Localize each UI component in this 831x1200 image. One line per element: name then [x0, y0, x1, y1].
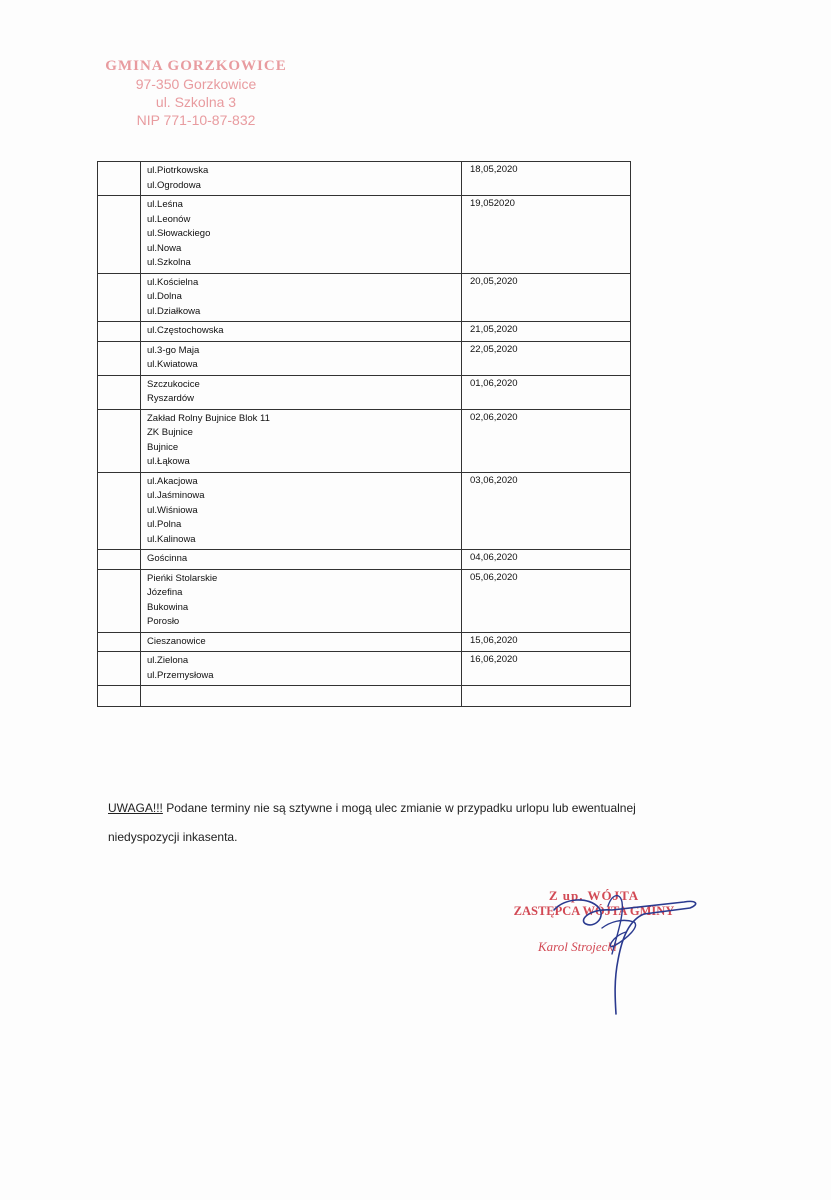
signature-line-2: ZASTĘPCA WÓJTA GMINY [513, 904, 675, 918]
street-name: Zakład Rolny Bujnice Blok 11 [147, 412, 270, 424]
streets-cell [141, 375, 462, 409]
signature-name: Karol Strojecki [538, 939, 617, 954]
street-name: Bukowina [147, 601, 189, 613]
collection-date-cell [462, 686, 631, 707]
streets-cell [141, 632, 462, 652]
schedule-row [98, 409, 631, 472]
collection-date-cell: 16,06,2020 [462, 652, 631, 686]
street-name: ul.Leonów [147, 213, 191, 225]
street-name: ul.Wiśniowa [147, 504, 198, 516]
streets-cell [141, 409, 462, 472]
streets-cell [141, 196, 462, 274]
collection-date-cell: 05,06,2020 [462, 569, 631, 632]
schedule-row [98, 686, 631, 707]
street-name: ul.Polna [147, 519, 182, 530]
row-number-cell [98, 341, 141, 375]
notice-label: UWAGA!!! [108, 801, 163, 815]
collection-date-cell: 21,05,2020 [462, 322, 631, 342]
street-name: Bujnice [147, 441, 179, 453]
row-number-cell [98, 375, 141, 409]
schedule-row [98, 162, 631, 196]
streets-cell [141, 550, 462, 570]
street-name: Józefina [147, 587, 183, 598]
signature-line-1: Z up. WÓJTA [548, 888, 640, 903]
row-number-cell [98, 273, 141, 322]
collection-schedule-table [97, 161, 631, 707]
schedule-row [98, 196, 631, 274]
schedule-row [98, 472, 631, 550]
row-number-cell [98, 550, 141, 570]
collection-date-cell: 19,052020 [462, 196, 631, 274]
street-name: ul.Zielona [147, 655, 189, 666]
row-number-cell [98, 569, 141, 632]
collection-date-cell: 02,06,2020 [462, 409, 631, 472]
street-name: Gościnna [147, 553, 188, 564]
streets-cell [141, 341, 462, 375]
streets-cell [141, 686, 462, 707]
row-number-cell [98, 196, 141, 274]
street-name: Porosło [147, 616, 180, 627]
streets-cell [141, 472, 462, 550]
schedule-row [98, 632, 631, 652]
collection-date-cell: 04,06,2020 [462, 550, 631, 570]
stamp-line-2: 97-350 Gorzkowice [135, 76, 257, 92]
street-name: ZK Bujnice [147, 427, 193, 438]
notice-line-1 [108, 794, 728, 823]
street-name: ul.Częstochowska [147, 325, 224, 336]
schedule-row [98, 273, 631, 322]
street-name: Szczukocice [147, 378, 200, 390]
street-name: ul.Kalinowa [147, 533, 196, 545]
street-name: ul.Nowa [147, 242, 182, 254]
streets-cell [141, 569, 462, 632]
street-name: Cieszanowice [147, 635, 206, 647]
row-number-cell [98, 409, 141, 472]
street-name: ul.Słowackiego [147, 228, 211, 239]
collection-date-cell: 20,05,2020 [462, 273, 631, 322]
stamp-line-3: ul. Szkolna 3 [155, 94, 237, 110]
collection-date-cell: 01,06,2020 [462, 375, 631, 409]
street-name: ul.Dolna [147, 291, 182, 302]
collection-date-cell: 03,06,2020 [462, 472, 631, 550]
schedule-row [98, 375, 631, 409]
street-name: ul.Jaśminowa [147, 490, 205, 501]
notice-text-2: niedyspozycji inkasenta. [108, 830, 238, 844]
street-name: ul.Piotrkowska [147, 165, 209, 176]
streets-cell [141, 322, 462, 342]
streets-cell [141, 162, 462, 196]
schedule-row [98, 652, 631, 686]
street-name: ul.Kwiatowa [147, 359, 198, 370]
street-name: ul.Przemysłowa [147, 669, 214, 681]
street-name: ul.Leśna [147, 199, 183, 210]
collection-date-cell: 22,05,2020 [462, 341, 631, 375]
streets-cell [141, 273, 462, 322]
street-name: Pieńki Stolarskie [147, 572, 218, 584]
street-name: ul.Ogrodowa [147, 179, 201, 191]
collection-date-cell: 18,05,2020 [462, 162, 631, 196]
collection-date-cell: 15,06,2020 [462, 632, 631, 652]
street-name: ul.Kościelna [147, 276, 199, 288]
schedule-table-body [98, 162, 631, 707]
signature-stamp [494, 888, 694, 955]
streets-cell [141, 652, 462, 686]
street-name: Ryszardów [147, 393, 194, 404]
schedule-row [98, 569, 631, 632]
schedule-row [98, 322, 631, 342]
row-number-cell [98, 632, 141, 652]
row-number-cell [98, 472, 141, 550]
stamp-line-1: GMINA GORZKOWICE [105, 58, 287, 74]
notice-paragraph [108, 794, 728, 852]
schedule-row [98, 550, 631, 570]
street-name: ul.Szkolna [147, 257, 191, 268]
office-stamp [96, 58, 296, 129]
handwritten-signature [494, 888, 714, 1028]
stamp-line-4: NIP 771-10-87-832 [136, 112, 256, 128]
street-name: ul.3-go Maja [147, 344, 200, 356]
street-name: ul.Łąkowa [147, 456, 190, 467]
row-number-cell [98, 322, 141, 342]
street-name: ul.Działkowa [147, 305, 201, 317]
schedule-row [98, 341, 631, 375]
row-number-cell [98, 162, 141, 196]
row-number-cell [98, 652, 141, 686]
notice-text-1: Podane terminy nie są sztywne i mogą ulec zmianie w przypadku urlopu lub ewentualnej [162, 801, 636, 815]
street-name: ul.Akacjowa [147, 475, 198, 487]
row-number-cell [98, 686, 141, 707]
